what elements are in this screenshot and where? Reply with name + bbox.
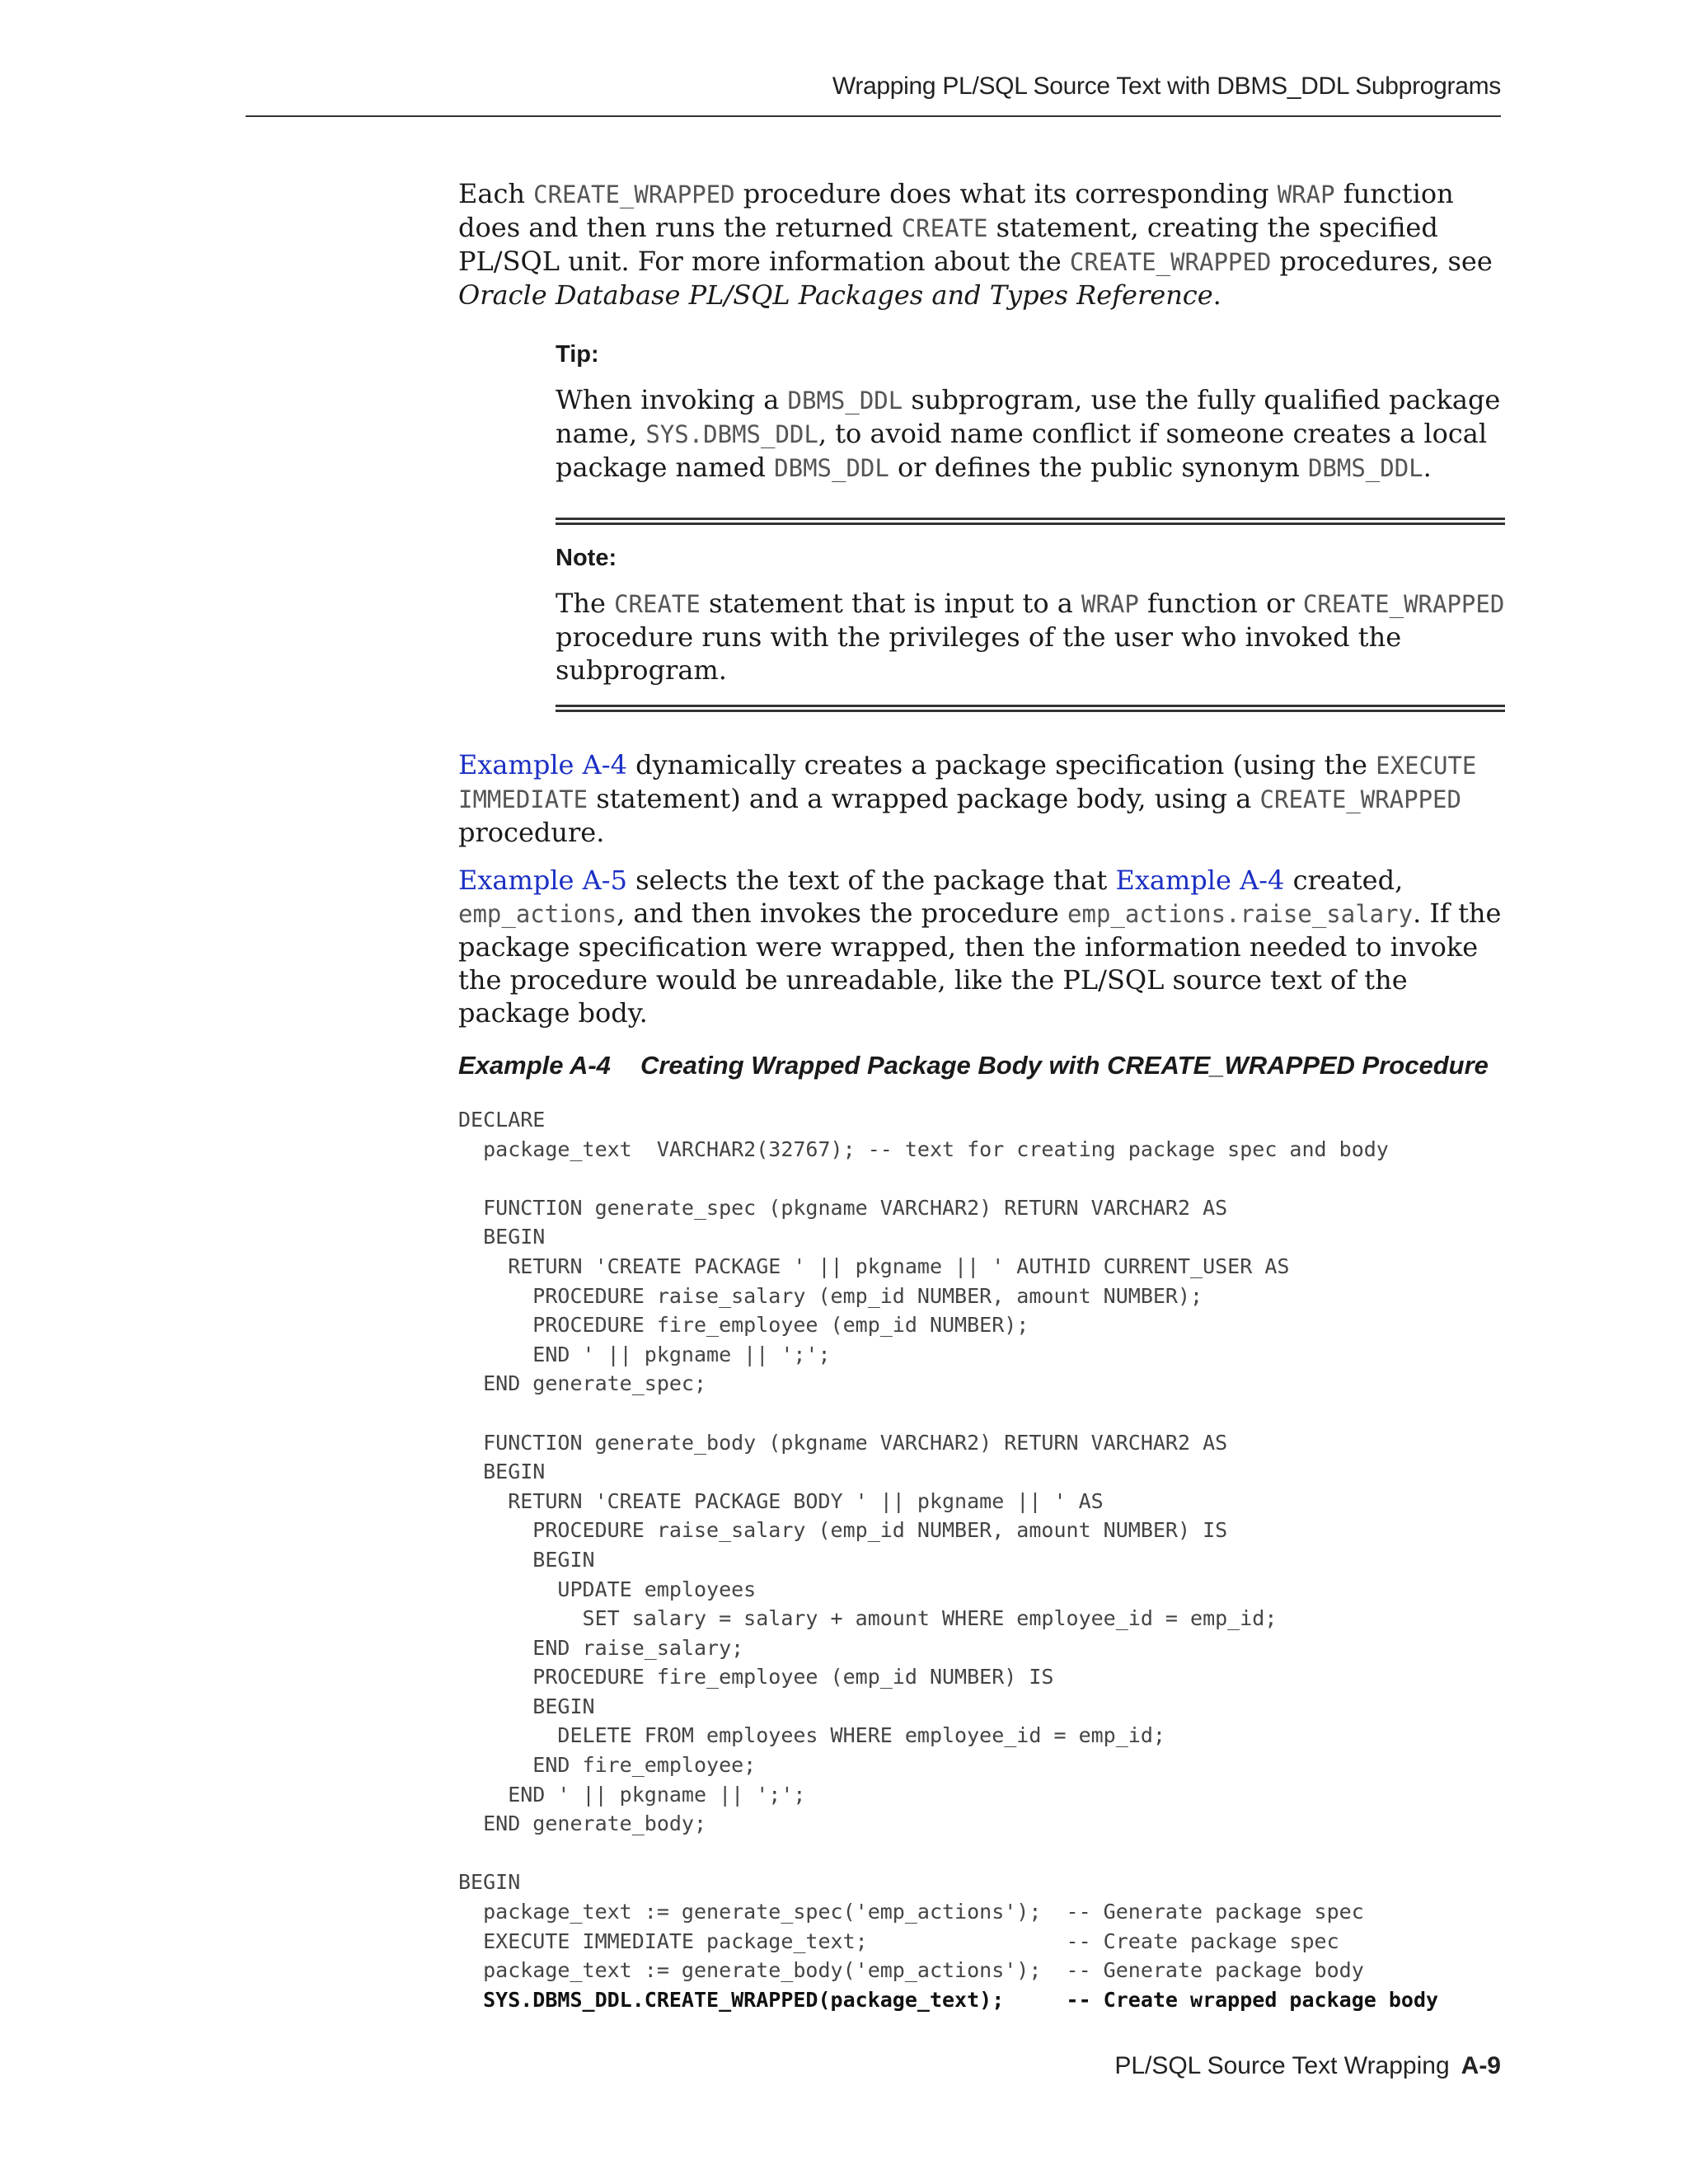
tip-text: When invoking a DBMS_DDL subprogram, use the fully qualified package name, SYS.DBMS_DDL, to avoid name conflict if someone creates a local package named DBMS_DDL or defines the public synonym DBMS_DDL.: [556, 384, 1501, 483]
page-body: [458, 177, 1505, 2014]
code-listing-body: DECLARE package_text VARCHAR2(32767); -- text for creating package spec and body FUNCTION generate_spec (pkgname VARCHAR2) RETURN VARCHAR2 AS BEGIN RETURN 'CREATE PACKAGE ' || pkgname || ' AUTHID CURRENT_USER AS PROCEDURE raise_salary (emp_id NUMBER, amount NUMBER); PROCEDURE fire_employee (emp_id NUMBER); END ' || pkgname || ';'; END generate_spec; FUNCTION generate_body (pkgname VARCHAR2) RETURN VARCHAR2 AS BEGIN RETURN 'CREATE PACKAGE BODY ' || pkgname || ' AS PROCEDURE raise_salary (emp_id NUMBER, amount NUMBER) IS BEGIN UPDATE employees SET salary = salary + amount WHERE employee_id = emp_id; END raise_salary; PROCEDURE fire_employee (emp_id NUMBER) IS BEGIN DELETE FROM employees WHERE employee_id = emp_id; END fire_employee; END ' || pkgname || ';'; END generate_body; BEGIN package_text := generate_spec('emp_actions'); -- Generate package spec EXECUTE IMMEDIATE package_text; -- Create package spec package_text := generate_body('emp_actions'); -- Generate package body: [458, 1108, 1389, 1983]
example-caption: Creating Wrapped Package Body with CREATE_WRAPPED Procedure: [640, 1051, 1489, 1080]
paragraph-example-a4: Example A-4 dynamically creates a package specification (using the EXECUTE IMMEDIATE statement) and a wrapped package body, using a CREATE_WRAPPED procedure.: [458, 749, 1477, 848]
code-listing: [458, 1105, 1505, 2014]
code-wrap: WRAP: [1277, 180, 1335, 209]
code-create-wrapped: CREATE_WRAPPED: [533, 180, 735, 209]
code-raise-salary: emp_actions.raise_salary: [1067, 900, 1414, 928]
link-example-a5[interactable]: Example A-5: [458, 865, 627, 896]
code-sys-dbms-ddl: SYS.DBMS_DDL: [645, 420, 818, 448]
paragraph-create-wrapped: Each CREATE_WRAPPED procedure does what its corresponding WRAP function does and then runs the returned CREATE statement, creating the specified PL/SQL unit. For more information about the CREATE_WRAPPED procedures, see Oracle Database PL/SQL Packages and Types Reference.: [458, 178, 1493, 311]
page-number: A-9: [1461, 2052, 1501, 2079]
code-create-wrapped-note: CREATE_WRAPPED: [1302, 590, 1505, 618]
code-create: CREATE: [901, 214, 988, 242]
code-listing-bold-line: SYS.DBMS_DDL.CREATE_WRAPPED(package_text); -- Create wrapped package body: [458, 1987, 1439, 2012]
code-dbms-ddl-3: DBMS_DDL: [1307, 454, 1423, 482]
code-dbms-ddl: DBMS_DDL: [787, 387, 903, 415]
example-number: Example A-4: [458, 1051, 611, 1080]
code-create-wrapped-3: CREATE_WRAPPED: [1259, 785, 1461, 813]
note-bottom-rule: [556, 705, 1505, 712]
tip-label: Tip:: [556, 341, 599, 368]
link-example-a4-2[interactable]: Example A-4: [1115, 865, 1285, 896]
reference-title: Oracle Database PL/SQL Packages and Types Reference: [458, 279, 1213, 311]
example-title: [458, 1051, 1505, 1080]
tip-callout: [556, 341, 1505, 485]
code-emp-actions: emp_actions: [458, 900, 617, 928]
code-execute-immediate: EXECUTE IMMEDIATE: [458, 752, 1477, 813]
paragraph-example-a5: Example A-5 selects the text of the package that Example A-4 created, emp_actions, and then invokes the procedure emp_actions.raise_salary. If the package specification were wrapped, then the information needed to invoke the procedure would be unreadable, like the PL/SQL source text of the package body.: [458, 865, 1502, 1029]
code-create-note: CREATE: [614, 590, 701, 618]
footer-section: PL/SQL Source Text Wrapping: [1114, 2052, 1450, 2079]
code-wrap-note: WRAP: [1081, 590, 1139, 618]
note-text: The CREATE statement that is input to a WRAP function or CREATE_WRAPPED procedure runs with the privileges of the user who invoked the subprogram.: [556, 588, 1505, 686]
page-footer: [1114, 2052, 1501, 2080]
running-header: Wrapping PL/SQL Source Text with DBMS_DDL Subprograms: [832, 73, 1501, 100]
note-top-rule: [556, 518, 1505, 525]
header-rule: [246, 115, 1501, 117]
code-dbms-ddl-2: DBMS_DDL: [774, 454, 889, 482]
link-example-a4[interactable]: Example A-4: [458, 749, 627, 780]
note-label: Note:: [556, 545, 617, 571]
note-callout: [556, 518, 1505, 712]
code-create-wrapped-2: CREATE_WRAPPED: [1069, 248, 1272, 276]
